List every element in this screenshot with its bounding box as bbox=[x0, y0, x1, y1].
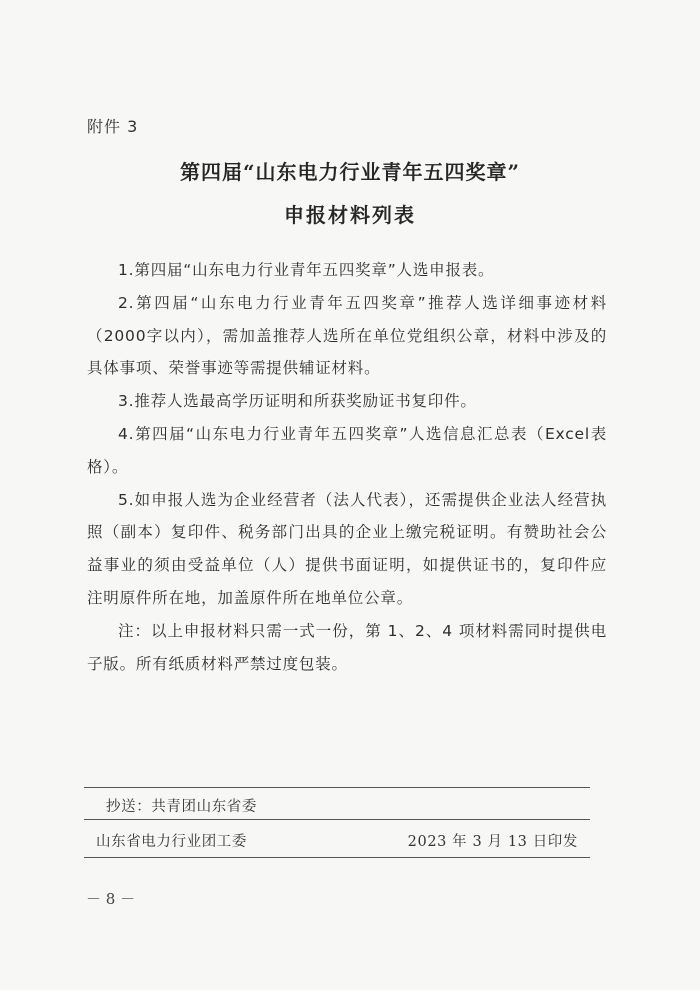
attachment-label: 附件 3 bbox=[87, 117, 139, 136]
document-title: 第四届“山东电力行业青年五四奖章” bbox=[179, 160, 520, 184]
list-item-1: 1.第四届“山东电力行业青年五四奖章”人选申报表。 bbox=[118, 261, 495, 279]
list-item-5: 5.如申报人选为企业经营者（法人代表），还需提供企业法人经营执照（副本）复印件、税务部门出具的企业上缴完税证明。有赞助社会公益事业的须由受益单位（人）提供书面证明，如提供证书的，复印件应注明原件所在地，加盖原件所在地单位公章。 bbox=[87, 490, 607, 607]
list-item-2: 2.第四届“山东电力行业青年五四奖章”推荐人选详细事迹材料（2000字以内），需加盖推荐人选所在单位党组织公章，材料中涉及的具体事项、荣誉事迹等需提供辅证材料。 bbox=[87, 293, 607, 378]
page-number: － 8 － bbox=[86, 890, 136, 908]
document-subtitle: 申报材料列表 bbox=[284, 203, 416, 227]
list-item-4: 4.第四届“山东电力行业青年五四奖章”人选信息汇总表（Excel表格）。 bbox=[87, 424, 607, 476]
footer-rule-middle bbox=[84, 819, 590, 820]
issuing-organization: 山东省电力行业团工委 bbox=[96, 834, 247, 850]
list-item-3: 3.推荐人选最高学历证明和所获奖励证书复印件。 bbox=[118, 392, 477, 411]
note-paragraph: 注：以上申报材料只需一式一份，第 1、2、4 项材料需同时提供电子版。所有纸质材料严禁过度包装。 bbox=[87, 621, 607, 673]
footer-rule-top bbox=[84, 787, 590, 788]
issue-date: 2023 年 3 月 13 日印发 bbox=[407, 834, 578, 850]
cc-line: 抄送：共青团山东省委 bbox=[106, 799, 257, 815]
materials-list bbox=[87, 254, 607, 680]
footer-rule-bottom bbox=[84, 857, 590, 858]
